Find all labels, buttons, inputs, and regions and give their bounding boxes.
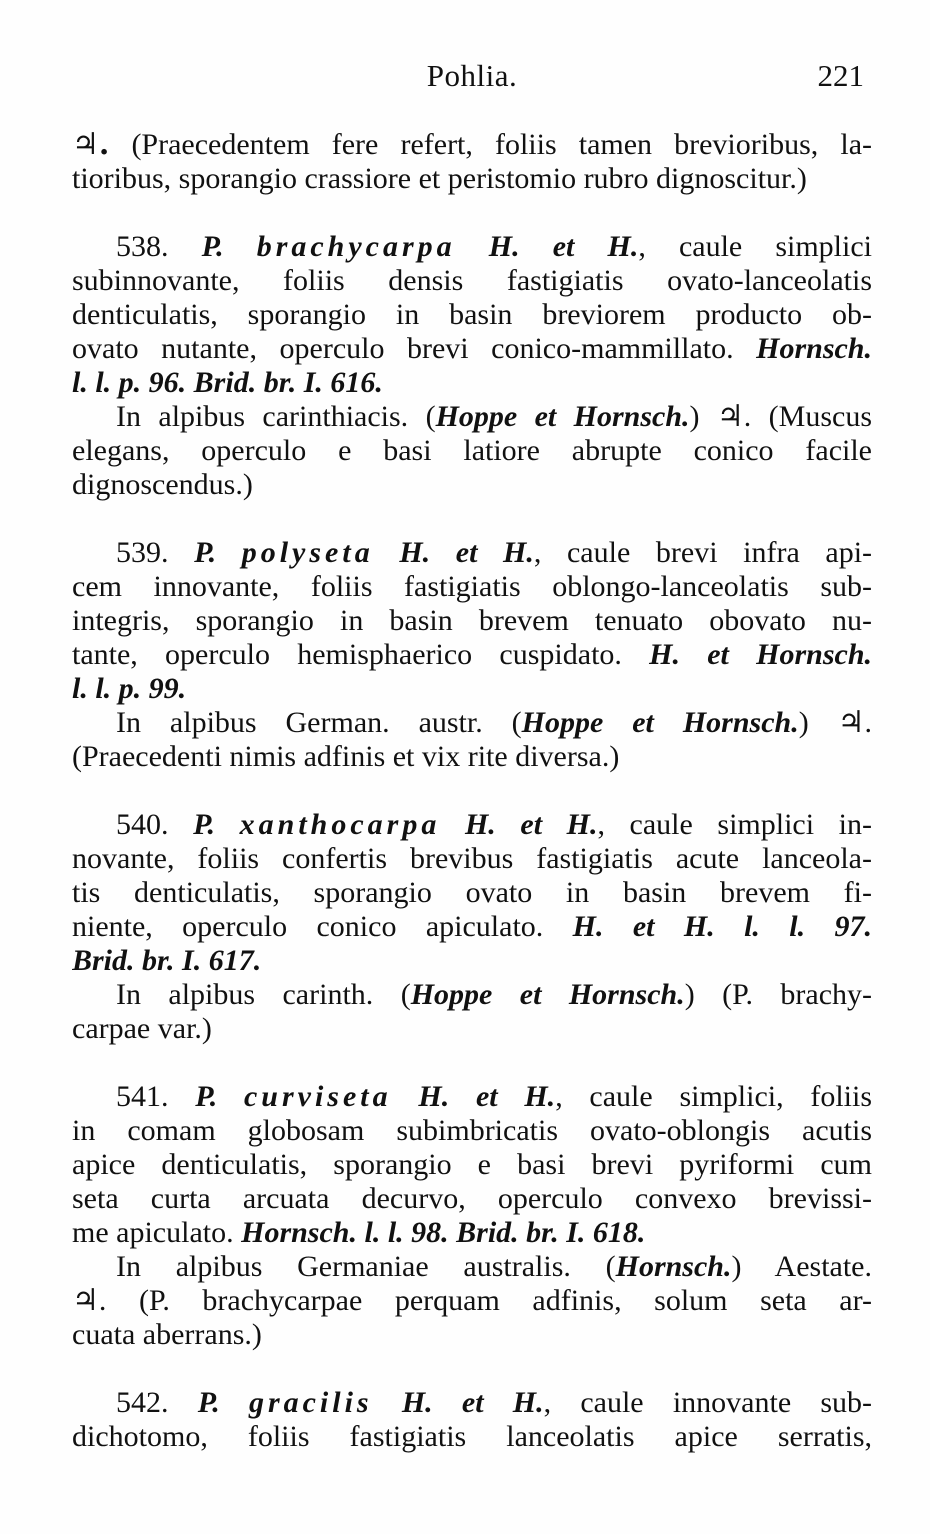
reference: H. et Hornsch. (649, 638, 872, 671)
collector: Hoppe et Hornsch. (435, 400, 690, 433)
habitat-line: In alpibus carinth. (Hoppe et Hornsch.) (P. brachy- (116, 978, 872, 1011)
collector: Hoppe et Hornsch. (521, 706, 799, 739)
habitat-line: In alpibus carinthiacis. (Hoppe et Hornsch.) ♃. (Muscus (116, 400, 872, 433)
note-line: ♃. (Praecedentem fere refert, foliis tamen brevioribus, la- (72, 128, 872, 162)
reference-line: Brid. br. I. 617. (72, 944, 262, 977)
running-title: Pohlia. (426, 58, 518, 93)
entry-number: 541. (116, 1080, 169, 1113)
genus: P. (197, 1386, 220, 1419)
description-line: apice denticulatis, sporangio e basi brevi pyriformi cum (72, 1148, 872, 1181)
collector: Hoppe et Hornsch. (410, 978, 685, 1011)
description-line: novante, foliis confertis brevibus fastigiatis acute lanceola- (72, 842, 872, 875)
habitat-line: In alpibus German. austr. (Hoppe et Hornsch.) ♃. (116, 706, 872, 739)
description-line: in comam globosam subimbricatis ovato-oblongis acutis (72, 1114, 872, 1147)
genus: P. (201, 230, 224, 263)
page-body (72, 128, 872, 1454)
description-line: seta curta arcuata decurvo, operculo convexo brevissi- (72, 1182, 872, 1215)
description-line: subinnovante, foliis densis fastigiatis ovato-lanceolatis (72, 264, 872, 297)
genus: P. (193, 808, 216, 841)
entry-539-heading: 539. P. polyseta H. et H., caule brevi infra api- (116, 536, 872, 569)
description-line: niente, operculo conico apiculato. H. et H. l. l. 97. (72, 910, 872, 943)
note-line: (Praecedenti nimis adfinis et vix rite diversa.) (72, 740, 620, 773)
description-line: ovato nutante, operculo brevi conico-mammillato. Hornsch. (72, 332, 872, 365)
note-line: carpae var.) (72, 1012, 212, 1045)
description-line: tis denticulatis, sporangio ovato in basin brevem fi- (72, 876, 872, 909)
authority: H. et H. (401, 1386, 544, 1419)
species-name: brachycarpa (256, 230, 456, 263)
entry-number: 538. (116, 230, 169, 263)
entry-number: 542. (116, 1386, 169, 1419)
authority: H. et H. (464, 808, 598, 841)
page-header (72, 58, 872, 102)
authority: H. et H. (488, 230, 639, 263)
species-name: polyseta (241, 536, 374, 569)
reference-line: l. l. p. 99. (72, 672, 187, 705)
genus: P. (195, 1080, 218, 1113)
species-name: gracilis (248, 1386, 373, 1419)
description-line: me apiculato. Hornsch. l. l. 98. Brid. br. I. 618. (72, 1216, 646, 1249)
reference: H. et H. l. l. 97. (572, 910, 872, 943)
description-line: dichotomo, foliis fastigiatis lanceolatis apice serratis, (72, 1420, 872, 1453)
note-line: dignoscendus.) (72, 468, 253, 501)
reference: Hornsch. (756, 332, 872, 365)
entry-540-heading: 540. P. xanthocarpa H. et H., caule simplici in- (116, 808, 872, 841)
note-line: tioribus, sporangio crassiore et peristomio rubro dignoscitur.) (72, 162, 807, 195)
habitat-line: In alpibus Germaniae australis. (Hornsch.) Aestate. (116, 1250, 872, 1283)
note-line: elegans, operculo e basi latiore abrupte conico facile (72, 434, 872, 467)
reference: Hornsch. l. l. 98. Brid. br. I. 618. (241, 1216, 646, 1249)
entry-number: 539. (116, 536, 169, 569)
entry-538-heading: 538. P. brachycarpa H. et H., caule simplici (116, 230, 872, 263)
description-line: denticulatis, sporangio in basin breviorem producto ob- (72, 298, 872, 331)
description-line: tante, operculo hemisphaerico cuspidato. H. et Hornsch. (72, 638, 872, 671)
perennial-symbol: ♃. (72, 128, 110, 162)
species-name: xanthocarpa (239, 808, 441, 841)
collector: Hornsch. (615, 1250, 732, 1283)
authority: H. et H. (418, 1080, 556, 1113)
entry-542-heading: 542. P. gracilis H. et H., caule innovante sub- (116, 1386, 872, 1419)
description-line: integris, sporangio in basin brevem tenuato obovato nu- (72, 604, 872, 637)
note-line: ♃. (P. brachycarpae perquam adfinis, solum seta ar- (72, 1284, 872, 1317)
reference-line: l. l. p. 96. Brid. br. I. 616. (72, 366, 383, 399)
genus: P. (194, 536, 217, 569)
page-number: 221 (817, 58, 864, 93)
note-line: cuata aberrans.) (72, 1318, 262, 1351)
description-line: cem innovante, foliis fastigiatis oblongo-lanceolatis sub- (72, 570, 872, 603)
entry-541-heading: 541. P. curviseta H. et H., caule simplici, foliis (116, 1080, 872, 1113)
species-name: curviseta (243, 1080, 392, 1113)
authority: H. et H. (399, 536, 534, 569)
entry-number: 540. (116, 808, 169, 841)
